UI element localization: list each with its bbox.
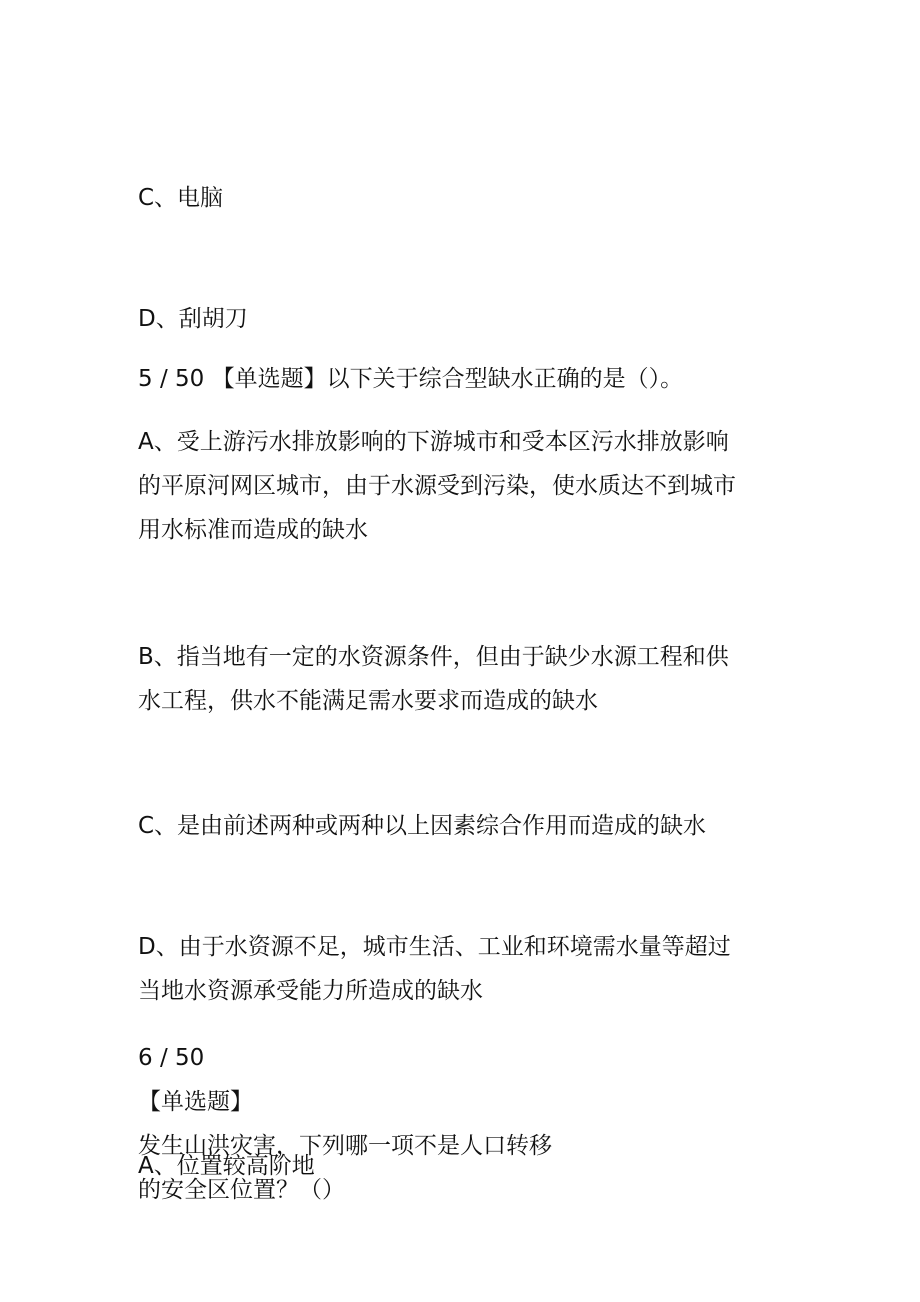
q5-option-a-line: A、受上游污水排放影响的下游城市和受本区污水排放影响	[138, 429, 729, 455]
q5-option-a-line: 的平原河网区城市，由于水源受到污染，使水质达不到城市	[138, 473, 736, 499]
q6-header	[138, 1036, 788, 1212]
q5-option-a-line: 用水标准而造成的缺水	[138, 517, 368, 543]
q5-number: 5 / 50	[138, 366, 205, 392]
q5-type: 【单选题】	[211, 366, 327, 392]
q6-type: 【单选题】	[138, 1089, 253, 1115]
q6-option-a: A、位置较高阶地	[138, 1153, 315, 1179]
q6-stem-line: 发生山洪灾害，下列哪一项不是人口转移	[138, 1133, 552, 1159]
q5-option-d-line: 当地水资源承受能力所造成的缺水	[138, 978, 483, 1004]
q5-option-b	[138, 635, 788, 723]
q5-option-b-line: 水工程，供水不能满足需水要求而造成的缺水	[138, 688, 598, 714]
q5-option-b-line: B、指当地有一定的水资源条件，但由于缺少水源工程和供	[138, 644, 729, 670]
q6-header-line-1	[138, 1036, 788, 1168]
q5-stem: 以下关于综合型缺水正确的是（）。	[326, 366, 684, 392]
q5-option-d-line: D、由于水资源不足，城市生活、工业和环境需水量等超过	[138, 934, 731, 960]
q6-stem-line: 的安全区位置？（）	[138, 1177, 345, 1203]
q5-header	[138, 363, 683, 395]
q5-option-c: C、是由前述两种或两种以上因素综合作用而造成的缺水	[138, 813, 707, 839]
q6-number: 6 / 50	[138, 1045, 205, 1071]
q5-option-a	[138, 420, 788, 552]
q5-option-d	[138, 925, 788, 1013]
q4-option-c: C、电脑	[138, 185, 224, 211]
q4-option-d: D、刮胡刀	[138, 306, 248, 332]
